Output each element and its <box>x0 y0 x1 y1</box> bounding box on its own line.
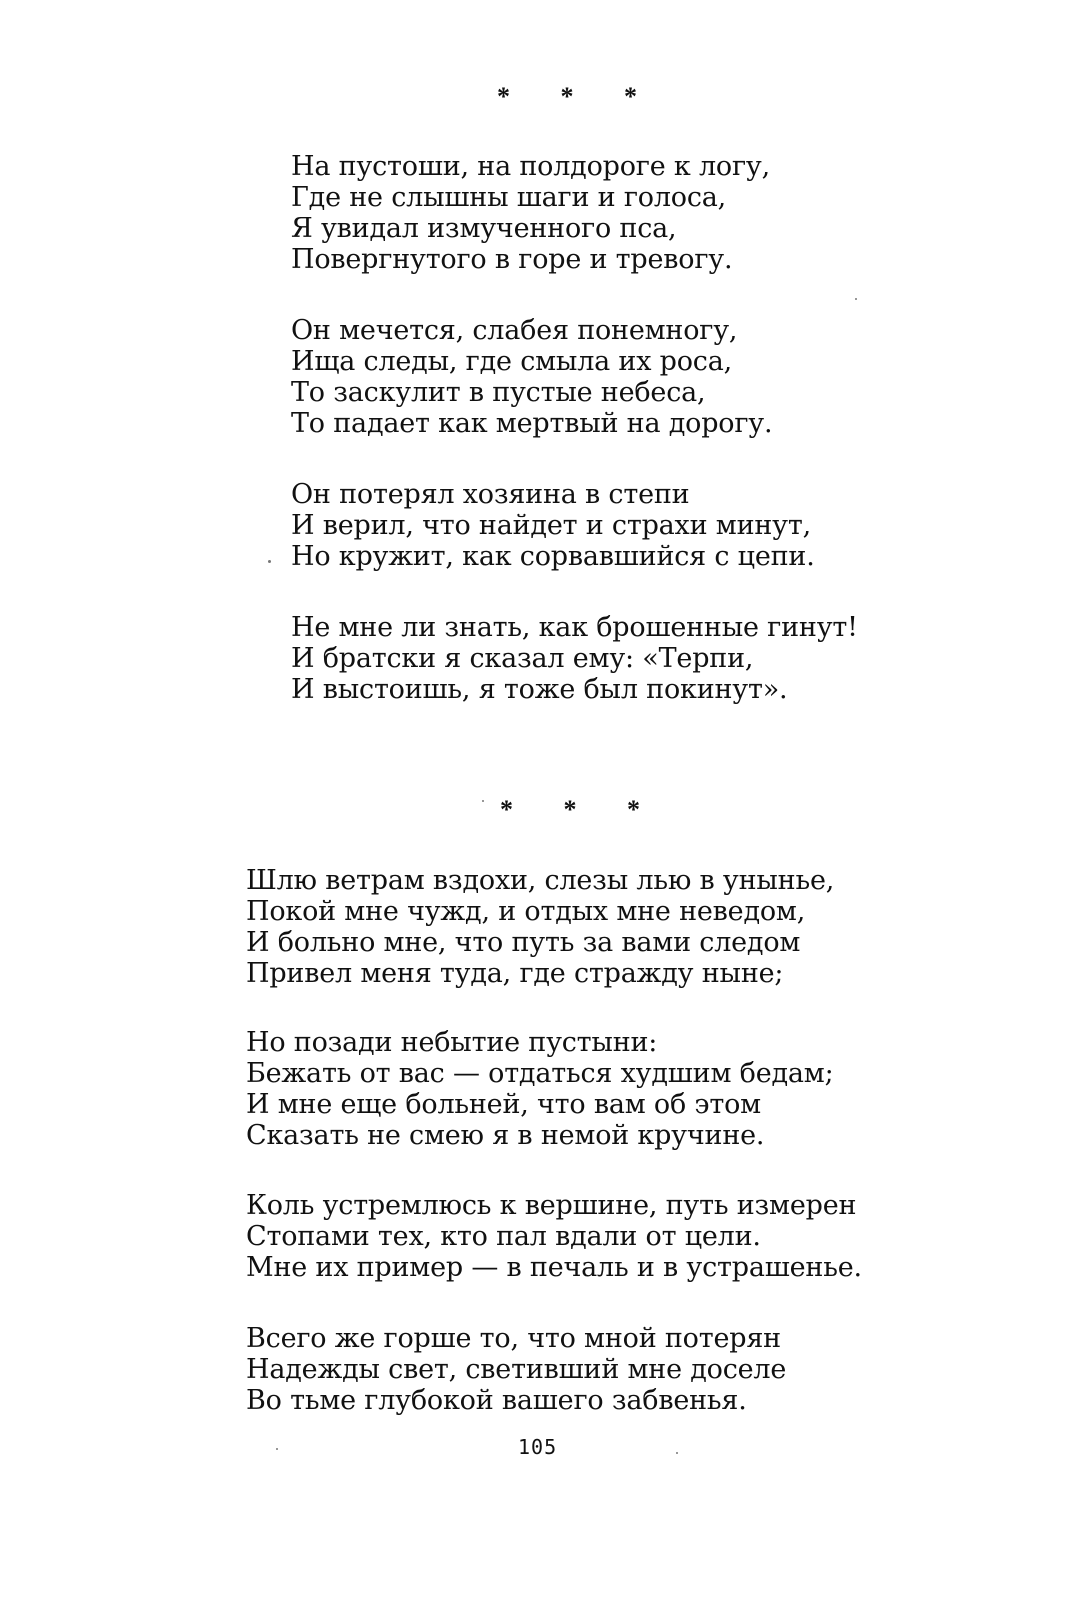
verse-line: И верил, что найдет и страхи минут, <box>291 510 811 541</box>
stanza <box>246 1027 834 1151</box>
verse-line: Не мне ли знать, как брошенные гинут! <box>291 612 858 643</box>
verse-line: Всего же горше то, что мной потерян <box>246 1323 781 1354</box>
verse-line: Ища следы, где смыла их роса, <box>291 346 732 377</box>
verse-line: Покой мне чужд, и отдых мне неведом, <box>246 896 806 927</box>
section-separator: * * * <box>500 795 662 824</box>
verse-line: Повергнутого в горе и тревогу. <box>291 244 733 275</box>
verse-line: Коль устремлюсь к вершине, путь измерен <box>246 1190 857 1221</box>
scan-speck <box>855 298 857 300</box>
section-separator: * * * <box>497 82 659 111</box>
verse-line: Мне их пример — в печаль и в устрашенье. <box>246 1252 862 1283</box>
verse-line: И мне еще больней, что вам об этом <box>246 1089 761 1120</box>
verse-line: Бежать от вас — отдаться худшим бедам; <box>246 1058 834 1089</box>
scan-speck <box>482 800 484 802</box>
stanza <box>246 865 834 989</box>
page-number: 105 <box>518 1435 558 1459</box>
verse-line: Стопами тех, кто пал вдали от цели. <box>246 1221 761 1252</box>
verse-line: И больно мне, что путь за вами следом <box>246 927 801 958</box>
verse-line: То заскулит в пустые небеса, <box>291 377 706 408</box>
verse-line: И братски я сказал ему: «Терпи, <box>291 643 754 674</box>
verse-line: Но кружит, как сорвавшийся с цепи. <box>291 541 815 572</box>
verse-line: И выстоишь, я тоже был покинут». <box>291 674 788 705</box>
verse-line: Надежды свет, светивший мне доселе <box>246 1354 787 1385</box>
stanza <box>246 1323 786 1416</box>
scan-speck <box>276 1448 278 1450</box>
stanza <box>291 612 858 705</box>
stanza <box>246 1190 862 1283</box>
verse-line: Где не слышны шаги и голоса, <box>291 182 727 213</box>
scan-speck <box>268 560 271 563</box>
verse-line: Во тьме глубокой вашего забвенья. <box>246 1385 747 1416</box>
verse-line: Привел меня туда, где стражду ныне; <box>246 958 784 989</box>
verse-line: Сказать не смею я в немой кручине. <box>246 1120 765 1151</box>
verse-line: Он потерял хозяина в степи <box>291 479 690 510</box>
verse-line: Шлю ветрам вздохи, слезы лью в уныньe, <box>246 865 835 896</box>
stanza <box>291 479 815 572</box>
stanza <box>291 315 772 439</box>
verse-line: Я увидал измученного пса, <box>291 213 677 244</box>
stanza <box>291 151 770 275</box>
verse-line: То падает как мертвый на дорогу. <box>291 408 773 439</box>
scan-speck <box>676 1452 678 1454</box>
verse-line: На пустоши, на полдороге к логу, <box>291 151 770 182</box>
verse-line: Но позади небытие пустыни: <box>246 1027 658 1058</box>
verse-line: Он мечется, слабея понемногу, <box>291 315 738 346</box>
